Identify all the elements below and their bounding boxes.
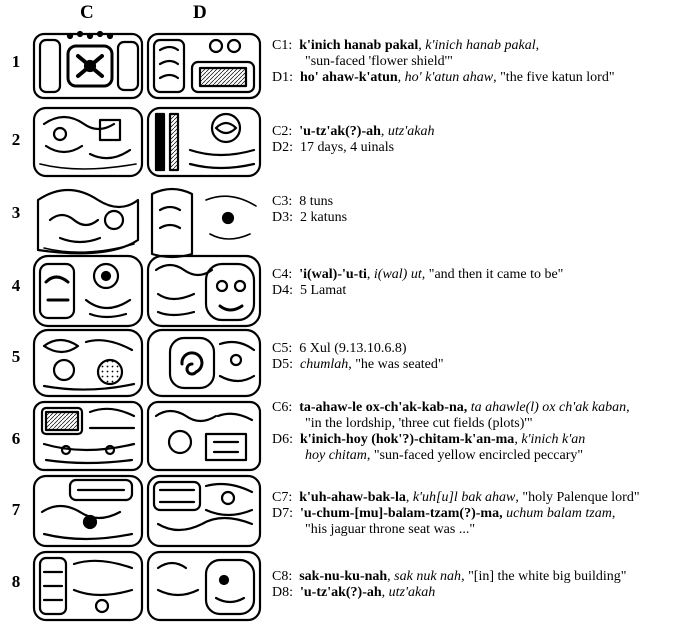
transliteration: ta-ahaw-le ox-ch'ak-kab-na, xyxy=(299,400,468,415)
translation-text: , xyxy=(381,585,389,600)
transcription: ta ahawle(l) ox ch'ak kaban xyxy=(470,400,627,415)
translation-text: , xyxy=(535,38,540,53)
entry-line xyxy=(272,569,626,585)
entry-line xyxy=(272,341,444,357)
translation-text: , xyxy=(626,400,630,415)
entry-line xyxy=(272,38,615,54)
entry-line xyxy=(272,267,563,283)
translation-text: , xyxy=(418,38,426,53)
entry-row-4 xyxy=(272,267,563,299)
transliteration: k'uh-ahaw-bak-la xyxy=(299,490,406,505)
glyph-c2 xyxy=(34,108,142,176)
glyph-c4 xyxy=(34,256,142,326)
transcription: i(wal) ut xyxy=(373,267,422,282)
entry-line xyxy=(272,585,626,601)
translation-text: , "sun-faced yellow encircled peccary" xyxy=(366,448,584,463)
glyph-ref: D5: xyxy=(272,357,300,372)
entry-line xyxy=(272,140,434,156)
entry-line xyxy=(272,210,347,226)
glyph-ref: D3: xyxy=(272,210,300,225)
transliteration: sak-nu-ku-nah xyxy=(299,569,388,584)
entry-row-1 xyxy=(272,38,615,86)
row-number: 6 xyxy=(11,429,21,448)
entry-line xyxy=(272,448,630,464)
translation-text: , xyxy=(380,124,388,139)
transliteration: 'i(wal)-'u-ti xyxy=(299,267,367,282)
glyph-ref: C3: xyxy=(272,194,300,209)
entry-line xyxy=(272,432,630,448)
entry-row-7 xyxy=(272,490,640,538)
transliteration: 'u-chum-[mu]-balam-tzam(?)-ma, xyxy=(300,506,503,521)
translation-text: , xyxy=(387,569,395,584)
glyph-ref: C8: xyxy=(272,569,300,584)
glyph-ref: C7: xyxy=(272,490,300,505)
glyph-d8 xyxy=(148,552,260,620)
transcription: k'inich k'an xyxy=(521,432,586,447)
translation-text: 5 Lamat xyxy=(300,283,347,298)
column-header-c: C xyxy=(80,2,94,23)
transliteration: 'u-tz'ak(?)-ah xyxy=(300,585,382,600)
transcription: utz'akah xyxy=(388,585,436,600)
glyph-ref: D1: xyxy=(272,70,300,85)
glyph-ref: C4: xyxy=(272,267,300,282)
translation-text: , xyxy=(366,267,374,282)
glyph-ref: D6: xyxy=(272,432,300,447)
glyph-d3 xyxy=(152,189,256,257)
translation-text: 17 days, 4 uinals xyxy=(300,140,395,155)
glyph-ref: D8: xyxy=(272,585,300,600)
transliteration: 'u-tz'ak(?)-ah xyxy=(299,124,381,139)
translation-text: "in the lordship, 'three cut fields (plots)'" xyxy=(305,416,533,431)
row-number: 2 xyxy=(11,130,21,149)
translation-text: , "holy Palenque lord" xyxy=(515,490,640,505)
glyph-ref: C5: xyxy=(272,341,300,356)
transcription: hoy chitam xyxy=(305,448,367,463)
translation-text: 2 katuns xyxy=(300,210,348,225)
row-number: 5 xyxy=(11,347,21,366)
glyph-c7 xyxy=(34,476,142,546)
entry-row-2 xyxy=(272,124,434,156)
transcription: utz'akah xyxy=(387,124,435,139)
transcription: k'inich hanab pakal xyxy=(425,38,536,53)
entry-row-8 xyxy=(272,569,626,601)
entry-row-6 xyxy=(272,400,630,464)
translation-text: "his jaguar throne seat was ..." xyxy=(305,522,476,537)
entry-line xyxy=(272,70,615,86)
row-number: 3 xyxy=(11,203,21,222)
glyph-ref: D7: xyxy=(272,506,300,521)
entry-row-3 xyxy=(272,194,347,226)
glyph-ref: C2: xyxy=(272,124,300,139)
entry-line xyxy=(272,124,434,140)
transliteration: k'inich-hoy (hok'?)-chitam-k'an-ma xyxy=(300,432,515,447)
glyph-c6 xyxy=(34,402,142,470)
glyph-ref: D2: xyxy=(272,140,300,155)
glyph-c8 xyxy=(34,552,142,620)
translation-text: "sun-faced 'flower shield'" xyxy=(305,54,453,69)
glyph-d6 xyxy=(148,402,260,470)
entry-line xyxy=(272,194,347,210)
entry-line xyxy=(272,283,563,299)
glyph-ref: D4: xyxy=(272,283,300,298)
glyph-d2 xyxy=(148,108,260,176)
glyph-d1 xyxy=(148,34,260,98)
glyph-ref: C1: xyxy=(272,38,300,53)
entry-line xyxy=(272,522,640,538)
entry-line xyxy=(272,416,630,432)
glyph-d4 xyxy=(148,256,260,326)
entry-line xyxy=(272,400,630,416)
entry-row-5 xyxy=(272,341,444,373)
row-number: 8 xyxy=(11,572,21,591)
glyph-c1 xyxy=(34,32,142,98)
glyph-blocks-drawing xyxy=(30,24,266,624)
translation-text: , xyxy=(405,490,413,505)
entry-line xyxy=(272,357,444,373)
translation-text: 8 tuns xyxy=(299,194,334,209)
translation-text: , "[in] the white big building" xyxy=(461,569,627,584)
transliteration: k'inich hanab pakal xyxy=(299,38,419,53)
row-number: 7 xyxy=(11,500,21,519)
translation-text: , "and then it came to be" xyxy=(421,267,564,282)
translation-text: , "the five katun lord" xyxy=(493,70,615,85)
glyph-d7 xyxy=(148,476,260,546)
transcription: chumlah xyxy=(300,357,349,372)
translation-text: , xyxy=(611,506,616,521)
entry-line xyxy=(272,54,615,70)
row-number: 4 xyxy=(11,276,21,295)
glyph-c3 xyxy=(38,190,138,253)
translation-text: 6 Xul (9.13.10.6.8) xyxy=(299,341,407,356)
entry-line xyxy=(272,506,640,522)
transliteration: ho' ahaw-k'atun xyxy=(300,70,398,85)
column-header-d: D xyxy=(193,2,207,23)
translation-text: , xyxy=(514,432,522,447)
glyph-c5 xyxy=(34,330,142,396)
transcription: uchum balam tzam xyxy=(506,506,612,521)
translation-text: , xyxy=(397,70,405,85)
translation-text: , "he was seated" xyxy=(348,357,444,372)
glyph-ref: C6: xyxy=(272,400,300,415)
transcription: k'uh[u]l bak ahaw xyxy=(412,490,516,505)
transcription: ho' k'atun ahaw xyxy=(404,70,494,85)
entry-line xyxy=(272,490,640,506)
glyph-d5 xyxy=(148,330,260,396)
row-number: 1 xyxy=(11,52,21,71)
transcription: sak nuk nah xyxy=(394,569,462,584)
